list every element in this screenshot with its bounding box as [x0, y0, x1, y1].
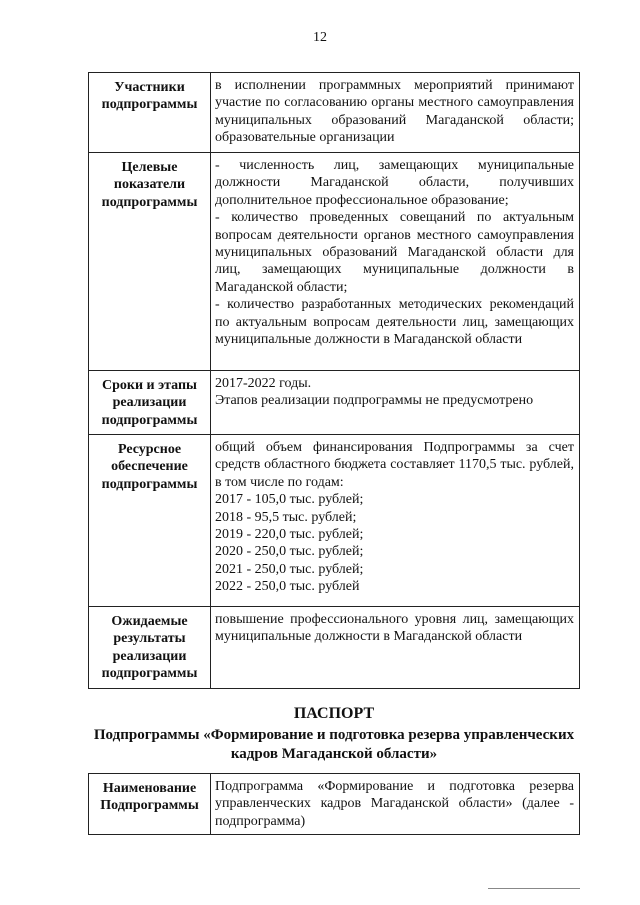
content-line: Этапов реализации подпрограммы не предусмотрено: [215, 393, 534, 409]
passport-table-continued: [88, 72, 580, 689]
table-row: [89, 371, 580, 435]
passport-title: ПАСПОРТ: [293, 705, 375, 722]
content-line: общий объем финансирования Подпрограммы за счет средств областного бюджета составляет 1170,5 тыс. рублей, в том числе по годам:: [215, 440, 574, 490]
page-number: 12: [313, 30, 327, 45]
passport-subtitle: Подпрограммы «Формирование и подготовка резерва управленческих кадров Магаданской области»: [93, 727, 575, 762]
row-label-name: Наименование Подпрограммы: [89, 774, 211, 835]
row-label-resources: Ресурсное обеспечение подпрограммы: [89, 435, 211, 607]
passport-table-subprogram: [88, 773, 580, 835]
row-content-participants: [211, 73, 580, 153]
row-label-target-indicators: Целевые показатели подпрограммы: [89, 153, 211, 371]
content-line: в исполнении программных мероприятий принимают участие по согласованию органы местного самоуправления муниципальных образований Магаданской области; образовательные организации: [215, 78, 574, 146]
row-content-resources: [211, 435, 580, 607]
row-content-expected-results: [211, 607, 580, 689]
footer-rule: [488, 888, 580, 889]
table-row: [89, 153, 580, 371]
content-line: - количество проведенных совещаний по актуальным вопросам деятельности органов местного самоуправления муниципальных образований Магаданской области для лиц, замещающих муниципальные должности в Магаданской области;: [215, 210, 574, 295]
content-line: 2022 - 250,0 тыс. рублей: [215, 579, 360, 595]
row-label-expected-results: Ожидаемые результаты реализации подпрограммы: [89, 607, 211, 689]
table-row: [89, 607, 580, 689]
content-line: 2021 - 250,0 тыс. рублей;: [215, 561, 364, 577]
content-line: 2019 - 220,0 тыс. рублей;: [215, 527, 364, 543]
table-row: [89, 774, 580, 835]
table-row: [89, 435, 580, 607]
row-label-terms-stages: Сроки и этапы реализации подпрограммы: [89, 371, 211, 435]
content-line: - численность лиц, замещающих муниципальные должности Магаданской области, получивших дополнительное профессиональное образование;: [215, 158, 574, 208]
content-line: 2020 - 250,0 тыс. рублей;: [215, 544, 364, 560]
content-line: - количество разработанных методических рекомендаций по актуальным вопросам деятельности лиц, замещающих муниципальные должности в Магаданской области: [215, 297, 574, 348]
content-line: повышение профессионального уровня лиц, замещающих муниципальные должности в Магаданской области: [215, 612, 574, 645]
row-content-name: [211, 774, 580, 835]
table-row: [89, 73, 580, 153]
content-line: 2018 - 95,5 тыс. рублей;: [215, 509, 357, 525]
content-line: 2017 - 105,0 тыс. рублей;: [215, 492, 364, 508]
row-label-participants: Участники подпрограммы: [89, 73, 211, 153]
content-line: Подпрограмма «Формирование и подготовка резерва управленческих кадров Магаданской области» (далее - подпрограмма): [215, 779, 574, 829]
row-content-target-indicators: [211, 153, 580, 371]
content-line: 2017-2022 годы.: [215, 376, 312, 391]
row-content-terms-stages: [211, 371, 580, 435]
